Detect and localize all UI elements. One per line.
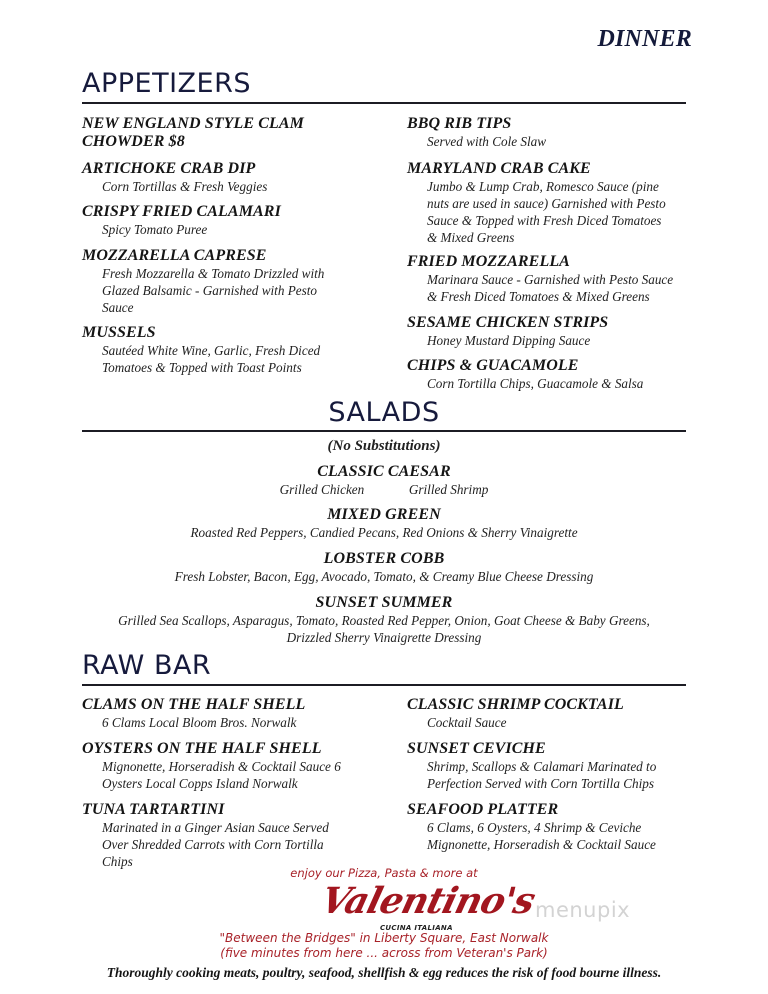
- item-name: CLASSIC CAESAR: [317, 463, 451, 480]
- item-description: & Mixed Greens: [427, 230, 515, 245]
- item-description: Glazed Balsamic - Garnished with Pesto: [102, 283, 318, 298]
- item-name: CHOWDER $8: [82, 133, 185, 150]
- menu-item: [82, 801, 329, 870]
- item-option: Grilled Shrimp: [408, 482, 489, 497]
- salads-note: (No Substitutions): [327, 438, 441, 454]
- menu-item: [407, 160, 666, 246]
- promo-intro: enjoy our Pizza, Pasta & more at: [290, 866, 478, 880]
- menu-item: [407, 740, 656, 792]
- item-description: Shrimp, Scallops & Calamari Marinated to: [427, 759, 657, 774]
- item-description: Sautéed White Wine, Garlic, Fresh Diced: [102, 343, 321, 358]
- item-description: Mignonette, Horseradish & Cocktail Sauce: [427, 837, 656, 852]
- item-name: SUNSET SUMMER: [315, 594, 453, 611]
- item-description: Fresh Mozzarella & Tomato Drizzled with: [102, 266, 325, 281]
- item-description: Spicy Tomato Puree: [102, 222, 208, 237]
- section-divider: [82, 102, 686, 104]
- menu-item: [82, 696, 305, 731]
- menu-item: [407, 115, 546, 150]
- item-description: Jumbo & Lump Crab, Romesco Sauce (pine: [427, 179, 659, 194]
- menu-item: [407, 357, 643, 392]
- menu-item: [82, 463, 686, 498]
- item-description: 6 Clams Local Bloom Bros. Norwalk: [102, 715, 297, 730]
- item-name: MARYLAND CRAB CAKE: [407, 160, 591, 177]
- menu-item: [82, 324, 320, 376]
- item-description: Corn Tortilla Chips, Guacamole & Salsa: [427, 376, 644, 391]
- item-description: Roasted Red Peppers, Candied Pecans, Red Onions & Sherry Vinaigrette: [190, 525, 578, 540]
- item-description: Tomatoes & Topped with Toast Points: [102, 360, 302, 375]
- food-safety-disclaimer: Thoroughly cooking meats, poultry, seafood, shellfish & egg reduces the risk of food bourne illness.: [106, 965, 662, 980]
- item-option: Grilled Chicken: [279, 482, 365, 497]
- menu-item: [82, 506, 686, 541]
- item-description: Cocktail Sauce: [427, 715, 507, 730]
- item-name: OYSTERS ON THE HALF SHELL: [82, 740, 322, 757]
- item-description: Over Shredded Carrots with Corn Tortilla: [102, 837, 324, 852]
- menu-item: [82, 160, 267, 195]
- item-description: Fresh Lobster, Bacon, Egg, Avocado, Tomato, & Creamy Blue Cheese Dressing: [174, 569, 594, 584]
- item-name: FRIED MOZZARELLA: [407, 253, 570, 270]
- menu-item: [82, 594, 686, 646]
- item-name: MIXED GREEN: [327, 506, 441, 523]
- menu-item: [407, 801, 656, 853]
- promo-directions: (five minutes from here ... across from Veteran's Park): [220, 946, 548, 960]
- menu-item: [407, 253, 673, 305]
- item-description: Marinara Sauce - Garnished with Pesto Sauce: [427, 272, 674, 287]
- item-name: CLASSIC SHRIMP COCKTAIL: [407, 696, 624, 713]
- item-description: Sauce: [102, 300, 134, 315]
- item-name: TUNA TARTARTINI: [82, 801, 225, 818]
- item-description: Honey Mustard Dipping Sauce: [427, 333, 591, 348]
- section-title-raw-bar: RAW BAR: [82, 650, 212, 681]
- item-name: MOZZARELLA CAPRESE: [82, 247, 267, 264]
- item-description: & Fresh Diced Tomatoes & Mixed Greens: [427, 289, 650, 304]
- menu-item: [82, 203, 281, 238]
- item-description: 6 Clams, 6 Oysters, 4 Shrimp & Ceviche: [427, 820, 642, 835]
- section-title-appetizers: APPETIZERS: [82, 68, 252, 99]
- item-description: Corn Tortillas & Fresh Veggies: [102, 179, 268, 194]
- watermark: menupix: [535, 898, 631, 922]
- item-description: Marinated in a Ginger Asian Sauce Served: [102, 820, 329, 835]
- logo-subtitle: CUCINA ITALIANA: [380, 924, 453, 932]
- promo-address: "Between the Bridges" in Liberty Square, East Norwalk: [219, 931, 549, 945]
- item-options: [82, 481, 686, 498]
- item-name: CRISPY FRIED CALAMARI: [82, 203, 281, 220]
- section-title-salads: SALADS: [328, 397, 440, 428]
- menu-item: [407, 314, 608, 349]
- item-name: LOBSTER COBB: [323, 550, 445, 567]
- item-name: NEW ENGLAND STYLE CLAM: [82, 115, 304, 132]
- item-name: CHIPS & GUACAMOLE: [407, 357, 579, 374]
- item-name: ARTICHOKE CRAB DIP: [82, 160, 256, 177]
- item-description: Served with Cole Slaw: [427, 134, 547, 149]
- section-divider: [82, 430, 686, 432]
- menu-item: [82, 550, 686, 585]
- menu-item: [407, 696, 624, 731]
- item-name: MUSSELS: [82, 324, 156, 341]
- item-description: Mignonette, Horseradish & Cocktail Sauce 6: [102, 759, 341, 774]
- item-description: Chips: [102, 854, 133, 869]
- item-description: nuts are used in sauce) Garnished with Pesto: [427, 196, 666, 211]
- item-name: SUNSET CEVICHE: [407, 740, 546, 757]
- item-description: Oysters Local Copps Island Norwalk: [102, 776, 298, 791]
- item-description: Drizzled Sherry Vinaigrette Dressing: [286, 630, 482, 645]
- item-name: SESAME CHICKEN STRIPS: [407, 314, 609, 331]
- valentinos-logo: [316, 880, 539, 932]
- logo-text: Valentino's: [316, 880, 539, 922]
- menu-title: DINNER: [597, 26, 692, 52]
- item-description: Perfection Served with Corn Tortilla Chips: [427, 776, 655, 791]
- item-description: Grilled Sea Scallops, Asparagus, Tomato, Roasted Red Pepper, Onion, Goat Cheese & Baby Greens,: [118, 613, 650, 628]
- item-name: CLAMS ON THE HALF SHELL: [82, 696, 306, 713]
- item-name: SEAFOOD PLATTER: [407, 801, 559, 818]
- section-divider: [82, 684, 686, 686]
- item-description: Sauce & Topped with Fresh Diced Tomatoes: [427, 213, 662, 228]
- item-name: BBQ RIB TIPS: [407, 115, 512, 132]
- menu-item: [82, 247, 324, 316]
- menu-item: [82, 740, 341, 792]
- menu-item: [82, 115, 304, 151]
